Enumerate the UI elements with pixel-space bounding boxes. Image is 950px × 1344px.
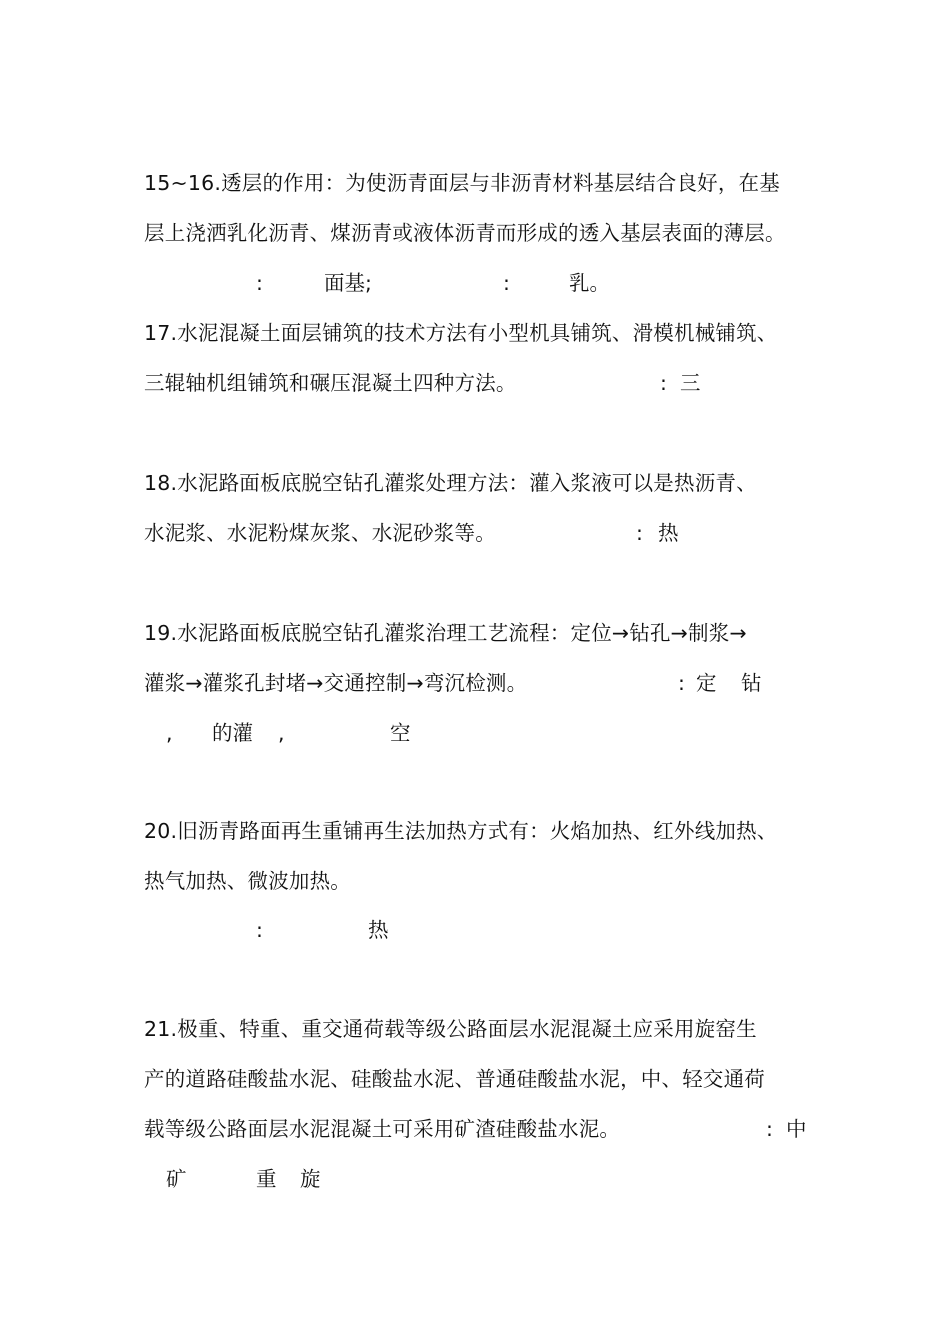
item-18-line-2: 水泥浆、水泥粉煤灰浆、水泥砂浆等。	[144, 521, 496, 545]
keyword-fragment: 三	[680, 371, 701, 395]
keyword-fragment: :	[636, 521, 643, 545]
keyword-fragment: 热	[658, 521, 679, 545]
item-19-line-2: 灌浆→灌浆孔封堵→交通控制→弯沉检测。	[144, 671, 528, 695]
keyword-fragment: 空	[390, 721, 411, 745]
keyword-fragment: 矿	[166, 1167, 187, 1191]
keyword-fragment: ,	[166, 721, 173, 745]
keyword-fragment: 热	[368, 918, 389, 942]
item-15-16-line-2: 层上浇洒乳化沥青、煤沥青或液体沥青而形成的透入基层表面的薄层。	[144, 221, 786, 245]
keyword-fragment: :	[256, 918, 263, 942]
keyword-fragment: 面基;	[324, 271, 372, 295]
item-20-line-2: 热气加热、微波加热。	[144, 869, 351, 893]
keyword-fragment: 中	[786, 1117, 807, 1141]
keyword-fragment: 乳。	[569, 271, 610, 295]
item-18-line-1: 18.水泥路面板底脱空钻孔灌浆处理方法：灌入浆液可以是热沥青、	[144, 471, 757, 495]
keyword-fragment: :	[256, 271, 263, 295]
item-19-line-1: 19.水泥路面板底脱空钻孔灌浆治理工艺流程：定位→钻孔→制浆→	[144, 621, 747, 645]
item-21-line-3: 载等级公路面层水泥混凝土可采用矿渣硅酸盐水泥。	[144, 1117, 621, 1141]
keyword-fragment: :	[503, 271, 510, 295]
item-15-16-line-1: 15~16.透层的作用：为使沥青面层与非沥青材料基层结合良好，在基	[144, 171, 780, 195]
item-17-line-2: 三辊轴机组铺筑和碾压混凝土四种方法。	[144, 371, 517, 395]
keyword-fragment: 定	[696, 671, 717, 695]
item-20-line-1: 20.旧沥青路面再生重铺再生法加热方式有：火焰加热、红外线加热、	[144, 819, 778, 843]
keyword-fragment: 旋	[300, 1167, 321, 1191]
keyword-fragment: 钻	[741, 671, 762, 695]
keyword-fragment: :	[766, 1117, 773, 1141]
keyword-fragment: :	[678, 671, 685, 695]
keyword-fragment: ,	[278, 721, 285, 745]
keyword-fragment: 重	[256, 1167, 277, 1191]
item-17-line-1: 17.水泥混凝土面层铺筑的技术方法有小型机具铺筑、滑模机械铺筑、	[144, 321, 778, 345]
item-21-line-2: 产的道路硅酸盐水泥、硅酸盐水泥、普通硅酸盐水泥，中、轻交通荷	[144, 1067, 765, 1091]
keyword-fragment: 的灌	[212, 721, 253, 745]
keyword-fragment: :	[660, 371, 667, 395]
item-21-line-1: 21.极重、特重、重交通荷载等级公路面层水泥混凝土应采用旋窑生	[144, 1017, 757, 1041]
